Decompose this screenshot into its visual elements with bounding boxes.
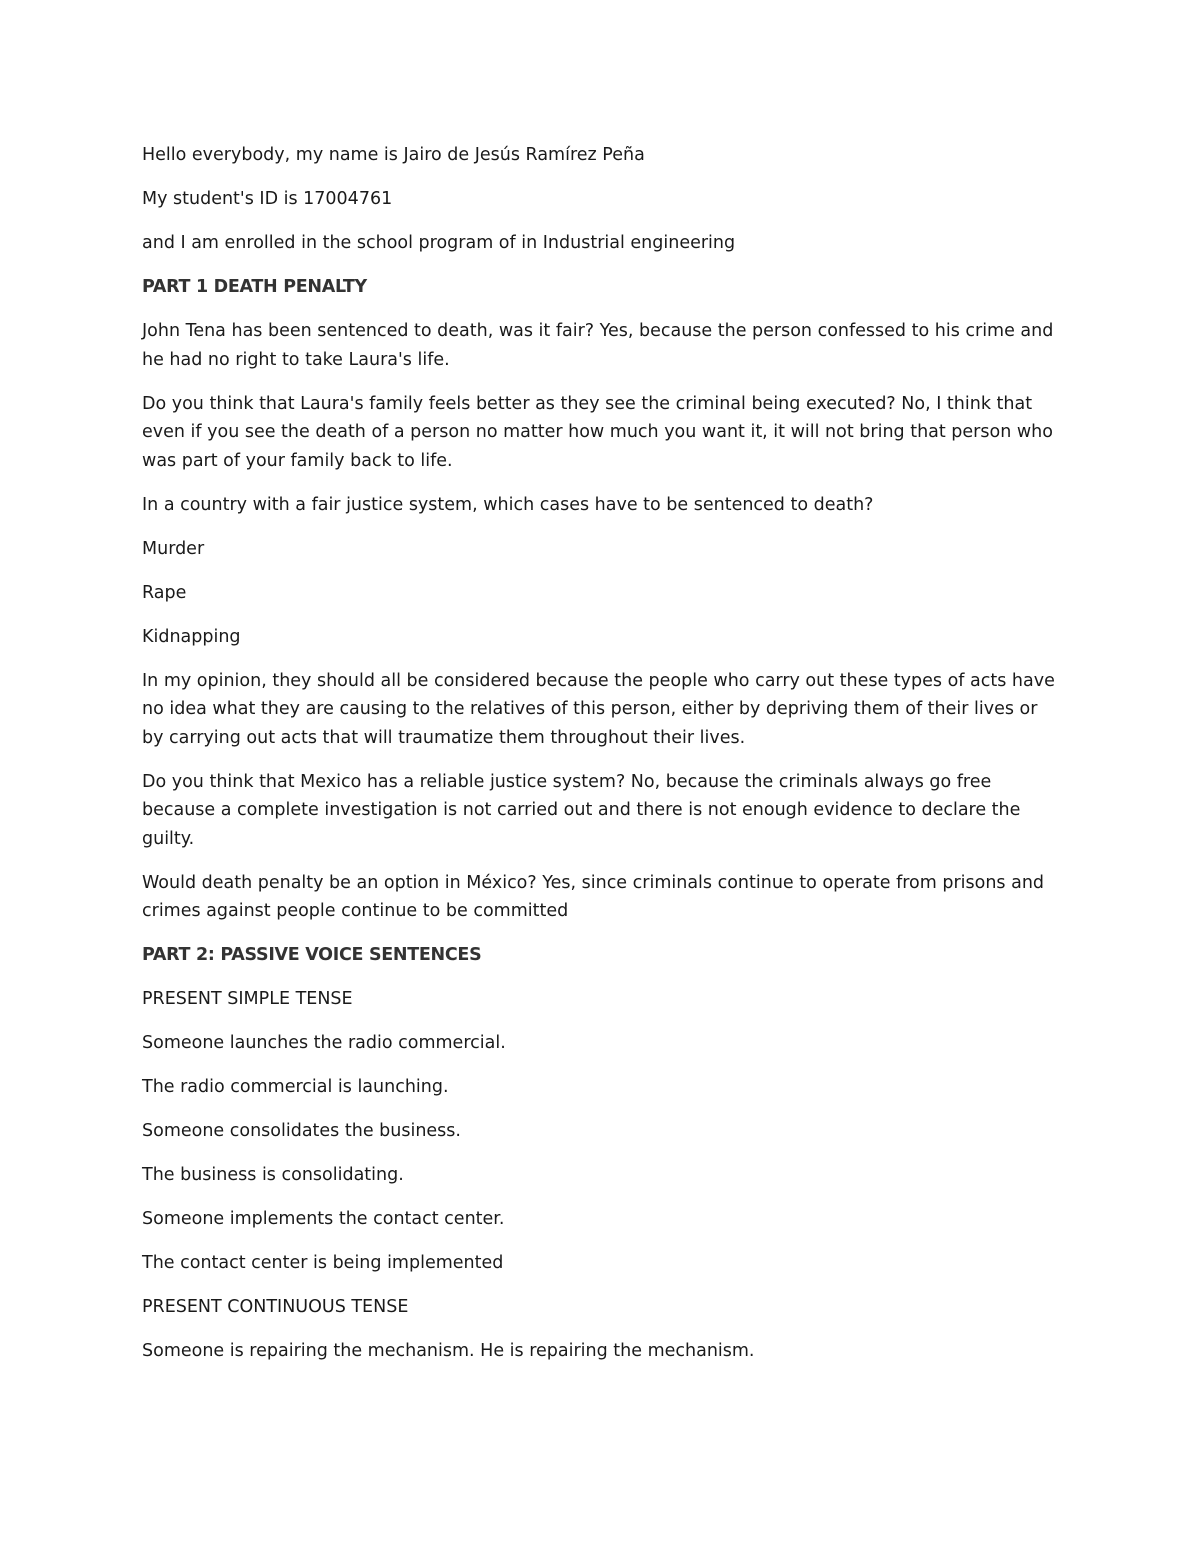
part1-question-fairness: John Tena has been sentenced to death, was it fair? Yes, because the person confessed to his crime and he had no right to take Laura's life. [142, 321, 1054, 370]
part1-question-mexico-death-penalty: Would death penalty be an option in México? Yes, since criminals continue to operate from prisons and crimes against people continue to be committed [142, 872, 1045, 921]
document-body [142, 141, 1062, 1381]
intro-program-line: and I am enrolled in the school program of in Industrial engineering [142, 233, 736, 253]
part1-question-cases: In a country with a fair justice system, which cases have to be sentenced to death? [142, 494, 874, 515]
present-simple-sentence: The radio commercial is launching. [142, 1077, 449, 1097]
part1-heading: PART 1 DEATH PENALTY [142, 277, 367, 297]
present-simple-label: PRESENT SIMPLE TENSE [142, 989, 353, 1009]
part1-question-mexico-justice: Do you think that Mexico has a reliable justice system? No, because the criminals always go free because a complete investigation is not carried out and there is not enough evidence to declare the guilty. [142, 771, 1021, 849]
present-simple-sentence: The contact center is being implemented [142, 1253, 504, 1273]
case-item-kidnapping: Kidnapping [142, 626, 241, 647]
case-item-rape: Rape [142, 582, 187, 603]
present-simple-sentence: The business is consolidating. [142, 1165, 404, 1185]
intro-name-line: Hello everybody, my name is Jairo de Jesús Ramírez Peña [142, 145, 645, 165]
present-simple-sentence: Someone launches the radio commercial. [142, 1033, 506, 1053]
intro-student-id-line: My student's ID is 17004761 [142, 189, 393, 209]
part1-opinion: In my opinion, they should all be considered because the people who carry out these types of acts have no idea what they are causing to the relatives of this person, either by depriving them of their lives or by carrying out acts that will traumatize them throughout their lives. [142, 670, 1055, 748]
part2-heading: PART 2: PASSIVE VOICE SENTENCES [142, 945, 482, 965]
present-continuous-label: PRESENT CONTINUOUS TENSE [142, 1297, 409, 1317]
part1-question-family: Do you think that Laura's family feels better as they see the criminal being executed? No, I think that even if you see the death of a person no matter how much you want it, it will not bring that person who was part of your family back to life. [142, 393, 1053, 471]
present-simple-sentence: Someone consolidates the business. [142, 1121, 461, 1141]
present-simple-sentence: Someone implements the contact center. [142, 1209, 505, 1229]
case-item-murder: Murder [142, 538, 205, 559]
present-continuous-sentence: Someone is repairing the mechanism. He is repairing the mechanism. [142, 1341, 755, 1361]
